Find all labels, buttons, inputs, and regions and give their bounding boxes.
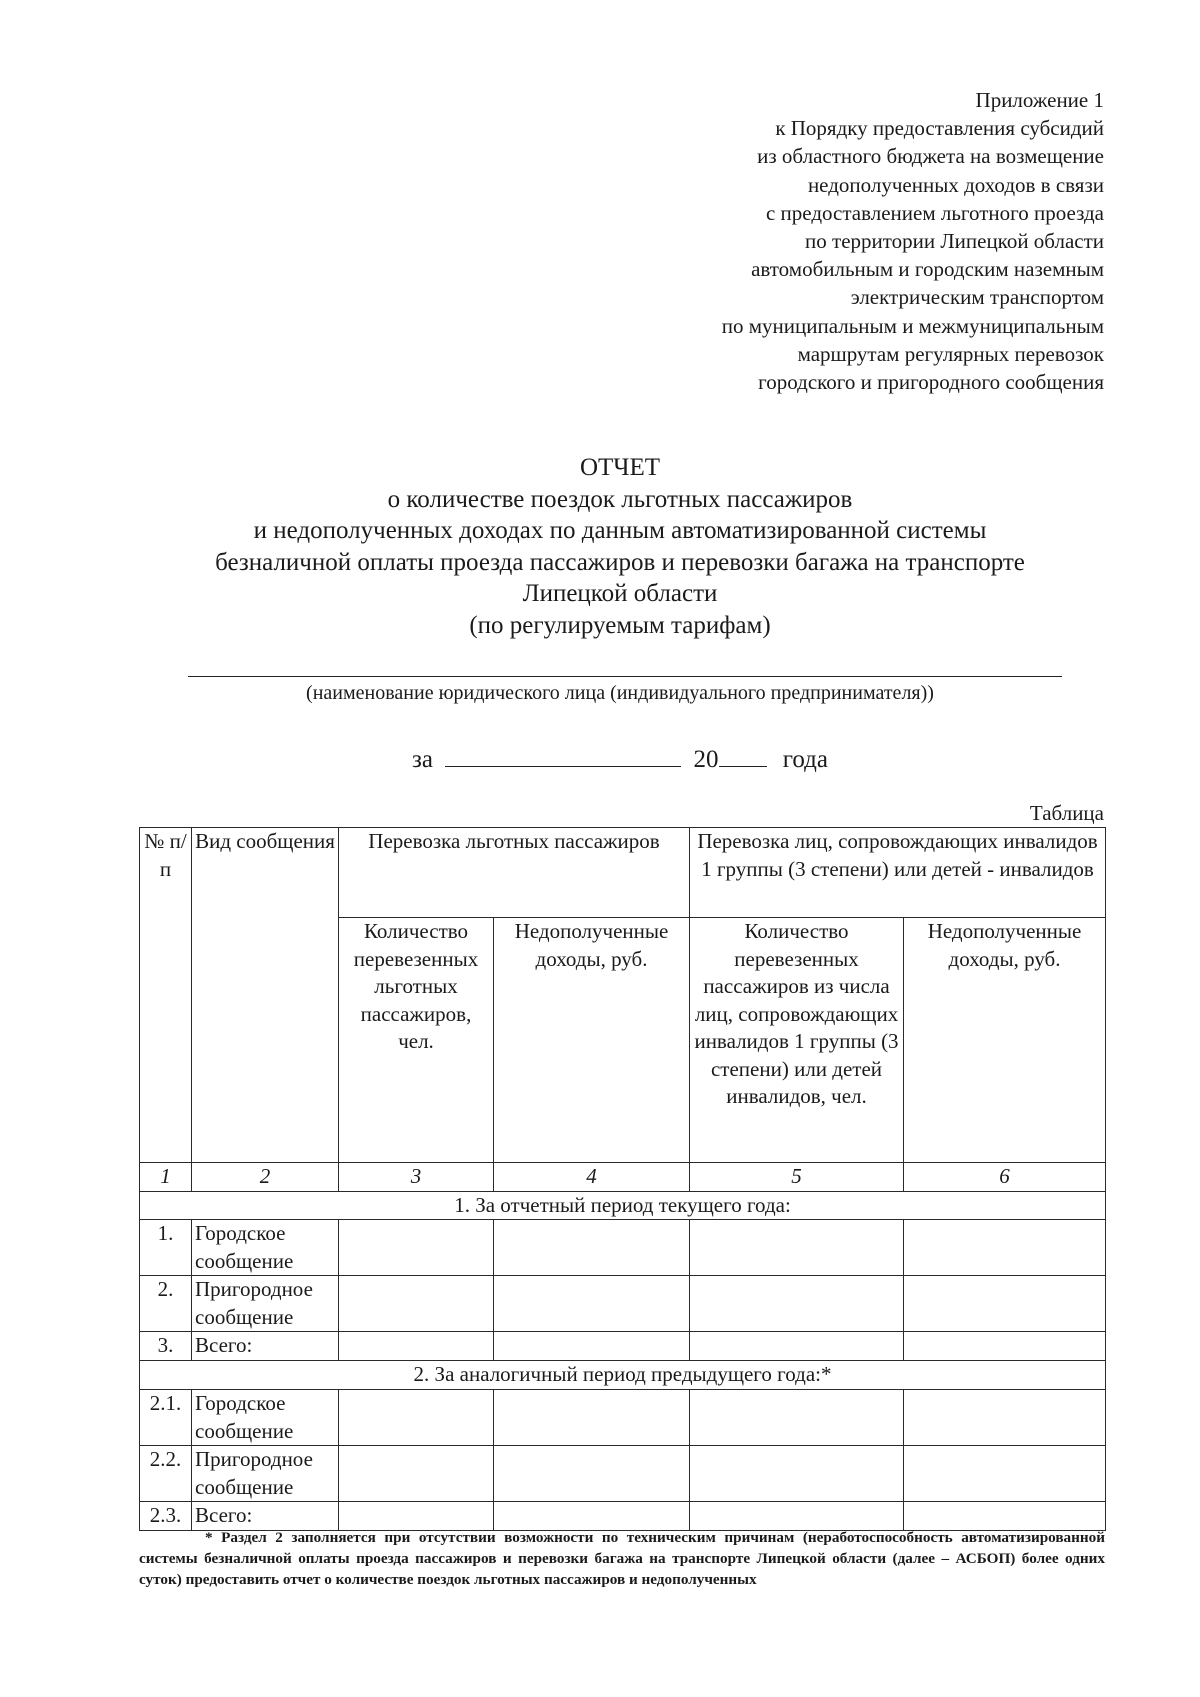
table-row	[140, 1502, 1106, 1531]
column-number: 3	[339, 1163, 494, 1192]
section-row	[140, 1361, 1106, 1390]
table-row	[140, 1276, 1106, 1332]
appendix-line: из областного бюджета на возмещение	[757, 144, 1104, 169]
year-prefix: 20	[693, 746, 719, 773]
row-label: Городское сообщение	[192, 1390, 339, 1446]
data-cell[interactable]	[339, 1276, 494, 1332]
table-row	[140, 1446, 1106, 1502]
data-cell[interactable]	[339, 1220, 494, 1276]
column-number: 5	[690, 1163, 904, 1192]
report-heading: ОТЧЕТ	[579, 454, 661, 481]
header-col5: Количество перевезенных пассажиров из числа лиц, сопровождающих инвалидов 1 группы (3 степени) или детей инвалидов, чел.	[690, 918, 904, 1163]
appendix-line: автомобильным и городским наземным	[751, 257, 1104, 282]
appendix-line: маршрутам регулярных перевозок	[797, 341, 1104, 366]
data-cell[interactable]	[494, 1332, 690, 1361]
row-num: 2.3.	[140, 1502, 192, 1531]
section-1-title: 1. За отчетный период текущего года:	[140, 1191, 1106, 1220]
data-cell[interactable]	[904, 1220, 1106, 1276]
period-suffix: года	[782, 746, 828, 773]
header-group-privileged: Перевозка льготных пассажиров	[339, 828, 690, 918]
organization-caption: (наименование юридического лица (индивидуального предпринимателя))	[306, 682, 934, 704]
data-cell[interactable]	[904, 1332, 1106, 1361]
row-num: 3.	[140, 1332, 192, 1361]
row-num: 2.2.	[140, 1446, 192, 1502]
period-blank[interactable]	[445, 742, 681, 767]
data-cell[interactable]	[690, 1276, 904, 1332]
appendix-header	[560, 86, 1104, 396]
data-cell[interactable]	[690, 1446, 904, 1502]
title-line: и недополученных доходах по данным автоматизированной системы	[253, 517, 987, 544]
appendix-line: по муниципальным и межмуниципальным	[721, 313, 1104, 338]
title-line: Липецкой области	[522, 580, 718, 607]
footnote: * Раздел 2 заполняется при отсутствии возможности по техническим причинам (неработоспособность автоматизированной системы безналичной оплаты проезда пассажиров и перевозки багажа на транспорте Липецкой области (далее – АСБОП) более одних суток) предоставить отчет о количестве поездок льготных пассажиров и недополученных	[139, 1529, 1105, 1588]
row-label: Пригородное сообщение	[192, 1276, 339, 1332]
period-prefix: за	[412, 746, 433, 773]
year-blank[interactable]	[719, 742, 767, 767]
data-cell[interactable]	[339, 1446, 494, 1502]
data-cell[interactable]	[339, 1502, 494, 1531]
header-col6: Недополученные доходы, руб.	[904, 918, 1106, 1163]
row-num: 1.	[140, 1220, 192, 1276]
appendix-line: Приложение 1	[975, 88, 1104, 112]
row-label: Пригородное сообщение	[192, 1446, 339, 1502]
table-row	[140, 1220, 1106, 1276]
report-period	[80, 742, 1160, 775]
data-cell[interactable]	[494, 1220, 690, 1276]
data-cell[interactable]	[339, 1332, 494, 1361]
table-label: Таблица	[1029, 801, 1104, 825]
appendix-line: с предоставлением льготного проезда	[765, 200, 1104, 225]
column-number: 1	[140, 1163, 192, 1192]
data-cell[interactable]	[494, 1390, 690, 1446]
table-row	[140, 1332, 1106, 1361]
appendix-line: городского и пригородного сообщения	[758, 370, 1104, 395]
header-num: № п/п	[140, 828, 192, 1163]
appendix-line: по территории Липецкой области	[805, 229, 1104, 254]
data-cell[interactable]	[690, 1502, 904, 1531]
column-numbers-row	[140, 1163, 1106, 1192]
data-cell[interactable]	[339, 1390, 494, 1446]
row-num: 2.	[140, 1276, 192, 1332]
header-row	[140, 828, 1106, 918]
data-cell[interactable]	[690, 1332, 904, 1361]
header-group-escorts: Перевозка лиц, сопровождающих инвалидов 1 группы (3 степени) или детей - инвалидов	[690, 828, 1106, 918]
row-label: Всего:	[192, 1502, 339, 1531]
data-cell[interactable]	[690, 1220, 904, 1276]
row-label: Городское сообщение	[192, 1220, 339, 1276]
title-line: (по регулируемым тарифам)	[469, 611, 771, 639]
appendix-line: к Порядку предоставления субсидий	[775, 116, 1104, 141]
row-label: Всего:	[192, 1332, 339, 1361]
column-number: 6	[904, 1163, 1106, 1192]
section-2-title: 2. За аналогичный период предыдущего года:*	[140, 1361, 1106, 1390]
data-cell[interactable]	[904, 1276, 1106, 1332]
data-cell[interactable]	[904, 1390, 1106, 1446]
column-number: 4	[494, 1163, 690, 1192]
data-cell[interactable]	[904, 1502, 1106, 1531]
report-title	[80, 452, 1160, 641]
data-cell[interactable]	[494, 1276, 690, 1332]
data-cell[interactable]	[904, 1446, 1106, 1502]
data-cell[interactable]	[690, 1390, 904, 1446]
header-col3: Количество перевезенных льготных пассажиров, чел.	[339, 918, 494, 1163]
table-row	[140, 1390, 1106, 1446]
report-table	[139, 827, 1106, 1531]
row-num: 2.1.	[140, 1390, 192, 1446]
data-cell[interactable]	[494, 1446, 690, 1502]
organization-name-blank[interactable]	[188, 676, 1062, 677]
section-row	[140, 1191, 1106, 1220]
appendix-line: электрическим транспортом	[850, 285, 1104, 310]
column-number: 2	[192, 1163, 339, 1192]
header-type: Вид сообщения	[192, 828, 339, 1163]
appendix-line: недополученных доходов в связи	[807, 172, 1104, 197]
data-cell[interactable]	[494, 1502, 690, 1531]
header-col4: Недополученные доходы, руб.	[494, 918, 690, 1163]
title-line: о количестве поездок льготных пассажиров	[387, 485, 853, 513]
title-line: безналичной оплаты проезда пассажиров и перевозки багажа на транспорте	[215, 548, 1025, 576]
